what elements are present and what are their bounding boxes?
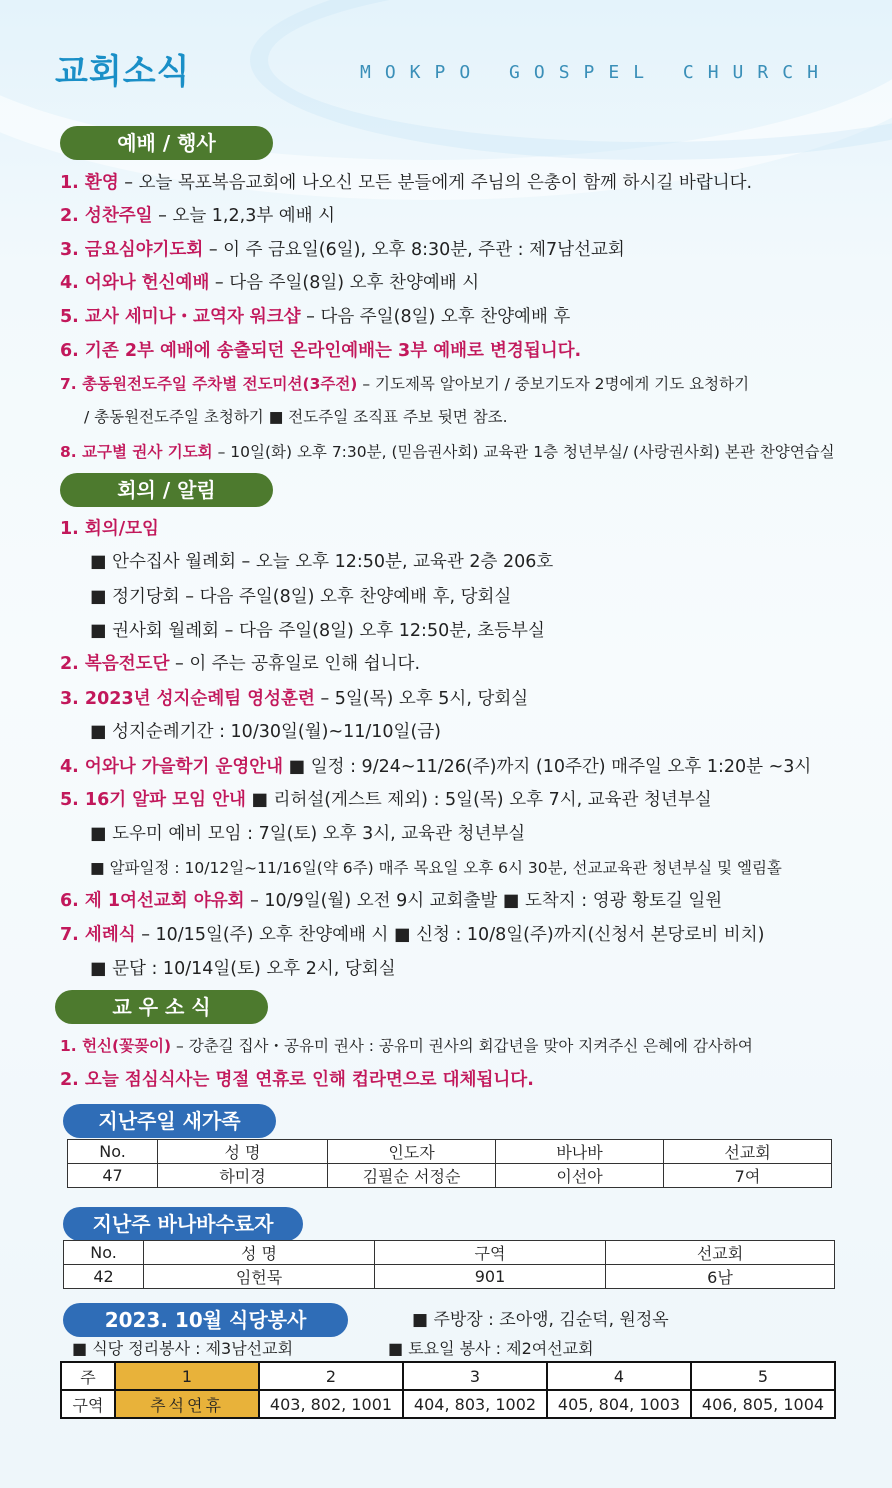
table-row (61, 1362, 835, 1390)
table-header: 구역 (375, 1241, 606, 1265)
section-kitchen-header: 2023. 10월 식당봉사 (63, 1303, 348, 1337)
list-item (90, 857, 782, 879)
list-item (60, 441, 835, 463)
table-row (68, 1164, 832, 1188)
newfamily-table (67, 1139, 832, 1188)
item-text: – 기도제목 알아보기 / 중보기도자 2명에게 기도 요청하기 (357, 375, 750, 393)
item-label: 어와나 헌신예배 (84, 273, 210, 293)
list-item (60, 340, 581, 362)
list-item (60, 653, 420, 675)
list-item (60, 172, 752, 194)
table-cell: 7여 (664, 1164, 832, 1188)
item-text: – 오늘 1,2,3부 예배 시 (152, 206, 336, 226)
table-header: No. (68, 1140, 158, 1164)
list-item (90, 823, 525, 845)
page-title: 교회소식 (55, 52, 191, 92)
kitchen-head-note: ■ 주방장 : 조아앵, 김순덕, 원정옥 (412, 1310, 669, 1330)
list-item (60, 688, 528, 710)
item-text: ■ 일정 : 9/24~11/26(주)까지 (10주간) 매주일 오후 1:20분 ~3시 (283, 757, 812, 777)
section-meeting-header: 회의 / 알림 (60, 473, 273, 507)
list-item (60, 205, 335, 227)
item-text: – 10/15일(주) 오후 찬양예배 시 ■ 신청 : 10/8일(주)까지(신청서 본당로비 비치) (135, 925, 765, 945)
table-cell: 901 (375, 1265, 606, 1289)
item-label: 세례식 (84, 925, 136, 945)
item-label: 금요심야기도회 (84, 240, 204, 260)
item-text: ■ 알파일정 : 10/12일~11/16일(약 6주) 매주 목요일 오후 6시 30분, 선교교육관 청년부실 및 엘림홀 (90, 859, 782, 877)
table-cell: 임헌묵 (144, 1265, 375, 1289)
item-number: 6. (60, 341, 85, 361)
item-number: 3. (60, 689, 85, 709)
list-item (90, 958, 396, 980)
table-row (61, 1390, 835, 1418)
item-number: 2. (60, 1070, 85, 1090)
item-text: – 10/9일(월) 오전 9시 교회출발 ■ 도착지 : 영광 황토길 일원 (244, 891, 723, 911)
table-cell: 404, 803, 1002 (403, 1390, 547, 1418)
table-cell: 1 (115, 1362, 259, 1390)
kitchen-table (60, 1361, 836, 1419)
list-item (60, 789, 712, 811)
list-item (60, 756, 811, 778)
item-text: ■ 성지순례기간 : 10/30일(월)~11/10일(금) (90, 722, 442, 742)
item-text: ■ 문답 : 10/14일(토) 오후 2시, 당회실 (90, 959, 396, 979)
item-label: 어와나 가을학기 운영안내 (84, 757, 284, 777)
item-label: 환영 (84, 173, 119, 193)
item-label: 교사 세미나・교역자 워크샵 (84, 307, 301, 327)
table-cell: 하미경 (158, 1164, 328, 1188)
list-item (84, 406, 508, 428)
table-cell: 5 (691, 1362, 835, 1390)
list-item (90, 551, 553, 573)
list-item (60, 924, 764, 946)
table-cell: 403, 802, 1001 (259, 1390, 403, 1418)
table-cell: 2 (259, 1362, 403, 1390)
item-label: 헌신(꽃꽂이) (82, 1037, 172, 1055)
item-number: 1. (60, 1037, 83, 1055)
item-number: 4. (60, 273, 85, 293)
item-text: ■ 도우미 예비 모임 : 7일(토) 오후 3시, 교육관 청년부실 (90, 824, 526, 844)
table-header: 성 명 (144, 1241, 375, 1265)
table-cell: 김필순 서정순 (328, 1164, 496, 1188)
list-item (60, 373, 749, 395)
page-subtitle: MOKPO GOSPEL CHURCH (360, 62, 832, 83)
item-label: 교구별 권사 기도회 (82, 443, 213, 461)
item-number: 7. (60, 925, 85, 945)
list-item (60, 272, 479, 294)
table-header: 선교회 (606, 1241, 835, 1265)
table-header: 바나바 (496, 1140, 664, 1164)
item-number: 7. (60, 375, 83, 393)
item-text: – 이 주는 공휴일로 인해 쉽니다. (169, 654, 421, 674)
table-header: 성 명 (158, 1140, 328, 1164)
list-item (60, 1035, 753, 1057)
item-text: ■ 안수집사 월례회 – 오늘 오후 12:50분, 교육관 2층 206호 (90, 552, 554, 572)
item-label: 2023년 성지순례팀 영성훈련 (84, 689, 315, 709)
item-text: – 오늘 목포복음교회에 나오신 모든 분들에게 주님의 은총이 함께 하시길 바랍니다. (118, 173, 753, 193)
list-item (90, 721, 441, 743)
item-text: ■ 권사회 월례회 – 다음 주일(8일) 오후 12:50분, 초등부실 (90, 621, 545, 641)
item-number: 1. (60, 519, 85, 539)
item-text: – 강춘길 집사・공유미 권사 : 공유미 권사의 회갑년을 맞아 지켜주신 은혜에 감사하여 (171, 1037, 753, 1055)
item-text: / 총동원전도주일 초청하기 ■ 전도주일 조직표 주보 뒷면 참조. (84, 408, 508, 426)
item-label: 16기 알파 모임 안내 (84, 790, 246, 810)
table-row (64, 1265, 835, 1289)
list-item (60, 518, 159, 540)
table-header-row (64, 1241, 835, 1265)
item-number: 5. (60, 790, 85, 810)
section-members-header: 교 우 소 식 (55, 990, 268, 1024)
item-number: 3. (60, 240, 85, 260)
item-text: – 5일(목) 오후 5시, 당회실 (314, 689, 529, 709)
barnabas-table (63, 1240, 835, 1289)
item-text: – 이 주 금요일(6일), 오후 8:30분, 주관 : 제7남선교회 (203, 240, 625, 260)
item-number: 2. (60, 206, 85, 226)
table-cell: 구역 (61, 1390, 115, 1418)
table-cell: 406, 805, 1004 (691, 1390, 835, 1418)
section-worship-header: 예배 / 행사 (60, 126, 273, 160)
item-label: 회의/모임 (84, 519, 159, 539)
list-item (60, 306, 570, 328)
item-text: ■ 정기당회 – 다음 주일(8일) 오후 찬양예배 후, 당회실 (90, 587, 512, 607)
item-label: 오늘 점심식사는 명절 연휴로 인해 컵라면으로 대체됩니다. (84, 1070, 534, 1090)
table-header-row (68, 1140, 832, 1164)
item-text: – 10일(화) 오후 7:30분, (믿음권사회) 교육관 1층 청년부실/ (사랑권사회) 본관 찬양연습실 (212, 443, 835, 461)
kitchen-cleanup-note: ■ 식당 정리봉사 : 제3남선교회 (72, 1339, 294, 1358)
item-text: ■ 리허설(게스트 제외) : 5일(목) 오후 7시, 교육관 청년부실 (245, 790, 712, 810)
table-cell: 4 (547, 1362, 691, 1390)
table-cell: 405, 804, 1003 (547, 1390, 691, 1418)
section-barnabas-header: 지난주 바나바수료자 (63, 1207, 303, 1241)
table-cell: 이선아 (496, 1164, 664, 1188)
table-header: 인도자 (328, 1140, 496, 1164)
item-text: – 다음 주일(8일) 오후 찬양예배 시 (209, 273, 480, 293)
item-label: 성찬주일 (84, 206, 153, 226)
table-cell: 주 (61, 1362, 115, 1390)
table-cell: 42 (64, 1265, 144, 1289)
table-cell: 6남 (606, 1265, 835, 1289)
item-label: 복음전도단 (84, 654, 170, 674)
table-header: No. (64, 1241, 144, 1265)
item-number: 8. (60, 443, 83, 461)
table-cell: 47 (68, 1164, 158, 1188)
list-item (60, 890, 722, 912)
list-item (90, 620, 545, 642)
kitchen-saturday-note: ■ 토요일 봉사 : 제2여선교회 (388, 1339, 594, 1358)
section-newfamily-header: 지난주일 새가족 (63, 1104, 276, 1138)
table-cell: 3 (403, 1362, 547, 1390)
item-text: – 다음 주일(8일) 오후 찬양예배 후 (300, 307, 571, 327)
item-number: 1. (60, 173, 85, 193)
list-item (60, 239, 625, 261)
item-label: 기존 2부 예배에 송출되던 온라인예배는 3부 예배로 변경됩니다. (84, 341, 582, 361)
list-item (90, 586, 511, 608)
item-number: 5. (60, 307, 85, 327)
item-number: 4. (60, 757, 85, 777)
list-item (60, 1069, 534, 1091)
item-number: 6. (60, 891, 85, 911)
table-header: 선교회 (664, 1140, 832, 1164)
item-label: 총동원전도주일 주차별 전도미션(3주전) (82, 375, 358, 393)
item-number: 2. (60, 654, 85, 674)
table-cell: 추석연휴 (115, 1390, 259, 1418)
item-label: 제 1여선교회 야유회 (84, 891, 245, 911)
